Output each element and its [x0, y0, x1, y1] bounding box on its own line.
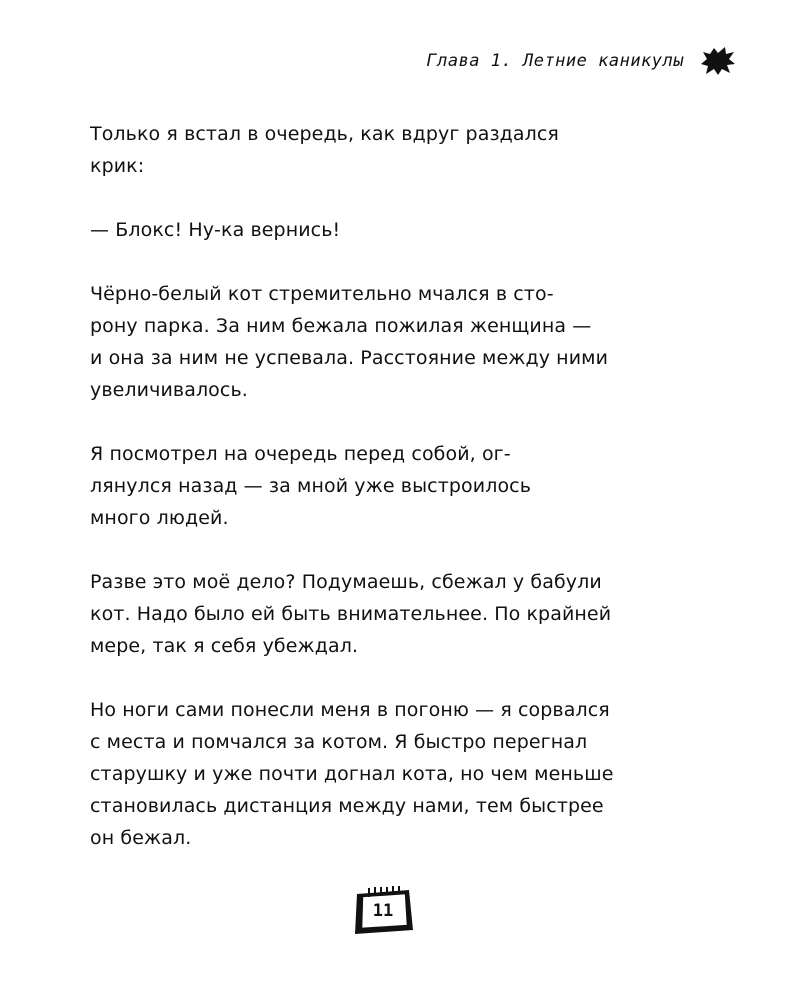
text-line: Чёрно-белый кот стремительно мчался в сто- — [90, 283, 554, 305]
paragraph-6 — [90, 694, 690, 854]
paragraph-2 — [90, 214, 690, 246]
body-text — [90, 118, 690, 886]
paragraph-3 — [90, 278, 690, 406]
text-line: он бежал. — [90, 827, 192, 849]
text-line: Только я встал в очередь, как вдруг раздался — [90, 123, 559, 145]
chapter-title: Глава 1. Летние каникулы — [426, 51, 684, 71]
page-number-badge — [351, 884, 417, 936]
text-line: лянулся назад — за мной уже выстроилось — [90, 475, 532, 497]
page-number: 11 — [372, 901, 394, 921]
text-line: крик: — [90, 155, 145, 177]
text-line: старушку и уже почти догнал кота, но чем меньше — [90, 763, 614, 785]
text-line: много людей. — [90, 507, 229, 529]
paragraph-4 — [90, 438, 690, 534]
text-line: Разве это моё дело? Подумаешь, сбежал у бабули — [90, 571, 602, 593]
text-line: увеличивалось. — [90, 379, 248, 401]
text-line: становилась дистанция между нами, тем быстрее — [90, 795, 604, 817]
text-line: Но ноги сами понесли меня в погоню — я сорвался — [90, 699, 610, 721]
splat-ornament-icon — [700, 46, 736, 76]
running-header — [426, 46, 736, 76]
text-line: мере, так я себя убеждал. — [90, 635, 359, 657]
text-line: Я посмотрел на очередь перед собой, ог- — [90, 443, 511, 465]
text-line: и она за ним не успевала. Расстояние между ними — [90, 347, 609, 369]
paragraph-1 — [90, 118, 690, 182]
text-line: — Блокс! Ну-ка вернись! — [90, 219, 341, 241]
text-line: кот. Надо было ей быть внимательнее. По крайней — [90, 603, 612, 625]
text-line: рону парка. За ним бежала пожилая женщина — — [90, 315, 592, 337]
paragraph-5 — [90, 566, 690, 662]
text-line: с места и помчался за котом. Я быстро перегнал — [90, 731, 588, 753]
